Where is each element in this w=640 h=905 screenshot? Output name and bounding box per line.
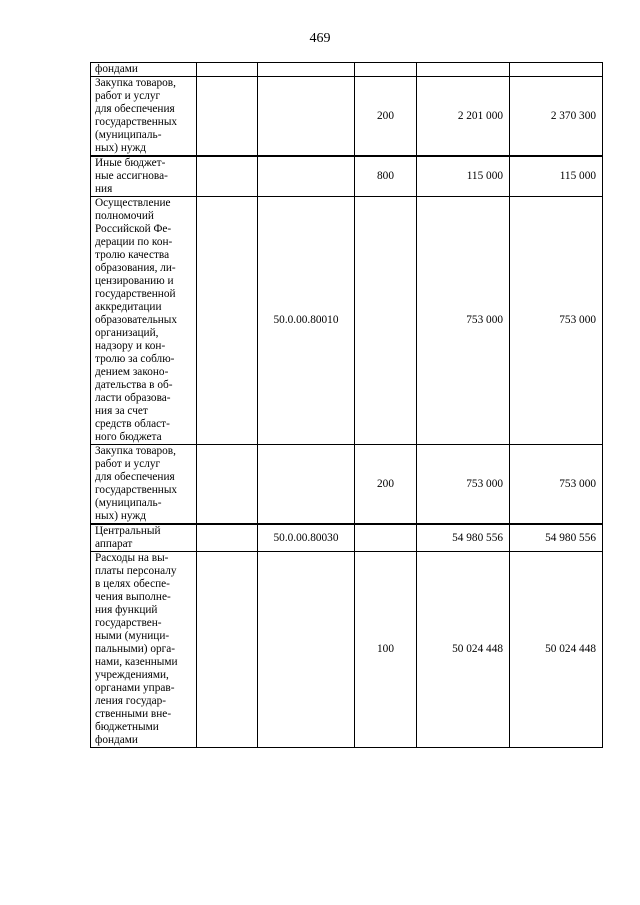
- row-expense-type: 100: [355, 552, 417, 748]
- row-target-code: 50.0.00.80010: [258, 197, 355, 445]
- row-amount-2: 50 024 448: [510, 552, 603, 748]
- row-col2: [197, 552, 258, 748]
- row-amount-2: 2 370 300: [510, 77, 603, 157]
- row-amount-1: 2 201 000: [417, 77, 510, 157]
- row-col2: [197, 63, 258, 77]
- row-col2: [197, 156, 258, 197]
- table-row: [91, 524, 603, 552]
- row-name: Иные бюджет- ные ассигнова- ния: [91, 156, 197, 197]
- row-name: Закупка товаров, работ и услуг для обеспечения государственных (муниципаль- ных) нужд: [91, 445, 197, 525]
- row-amount-2: 753 000: [510, 445, 603, 525]
- page-number: 469: [309, 31, 331, 46]
- row-target-code: [258, 552, 355, 748]
- budget-table-container: [90, 62, 603, 748]
- row-expense-type: 200: [355, 77, 417, 157]
- table-row: [91, 63, 603, 77]
- row-expense-type: [355, 524, 417, 552]
- row-expense-type: [355, 63, 417, 77]
- row-expense-type: 800: [355, 156, 417, 197]
- row-amount-2: 753 000: [510, 197, 603, 445]
- row-name: Расходы на вы- платы персоналу в целях обеспе- чения выполне- ния функций государствен- ными (муници- пальными) орга- нами, казенными учреждениями, органами управ- ления государ- ственными вне- бюджетными фондами: [91, 552, 197, 748]
- table-row: [91, 197, 603, 445]
- row-amount-2: 54 980 556: [510, 524, 603, 552]
- row-target-code: [258, 156, 355, 197]
- row-amount-1: 50 024 448: [417, 552, 510, 748]
- row-amount-1: 115 000: [417, 156, 510, 197]
- row-name: Осуществление полномочий Российской Фе- дерации по кон- тролю качества образования, ли- цензированию и государственной аккредитации образовательных организаций, надзору и кон- тролю за соблю- дением законо- дательства в об- ласти образова- ния за счет средств област- ного бюджета: [91, 197, 197, 445]
- row-name: фондами: [91, 63, 197, 77]
- table-row: [91, 156, 603, 197]
- row-expense-type: [355, 197, 417, 445]
- budget-table: [90, 62, 603, 748]
- row-target-code: [258, 445, 355, 525]
- row-name: Закупка товаров, работ и услуг для обеспечения государственных (муниципаль- ных) нужд: [91, 77, 197, 157]
- row-col2: [197, 197, 258, 445]
- row-amount-1: 753 000: [417, 445, 510, 525]
- row-target-code: [258, 63, 355, 77]
- row-amount-1: [417, 63, 510, 77]
- row-amount-2: [510, 63, 603, 77]
- row-col2: [197, 77, 258, 157]
- row-amount-1: 54 980 556: [417, 524, 510, 552]
- row-target-code: [258, 77, 355, 157]
- row-col2: [197, 524, 258, 552]
- table-row: [91, 77, 603, 157]
- table-row: [91, 552, 603, 748]
- row-name: Центральный аппарат: [91, 524, 197, 552]
- row-col2: [197, 445, 258, 525]
- row-amount-1: 753 000: [417, 197, 510, 445]
- table-row: [91, 445, 603, 525]
- row-target-code: 50.0.00.80030: [258, 524, 355, 552]
- row-expense-type: 200: [355, 445, 417, 525]
- row-amount-2: 115 000: [510, 156, 603, 197]
